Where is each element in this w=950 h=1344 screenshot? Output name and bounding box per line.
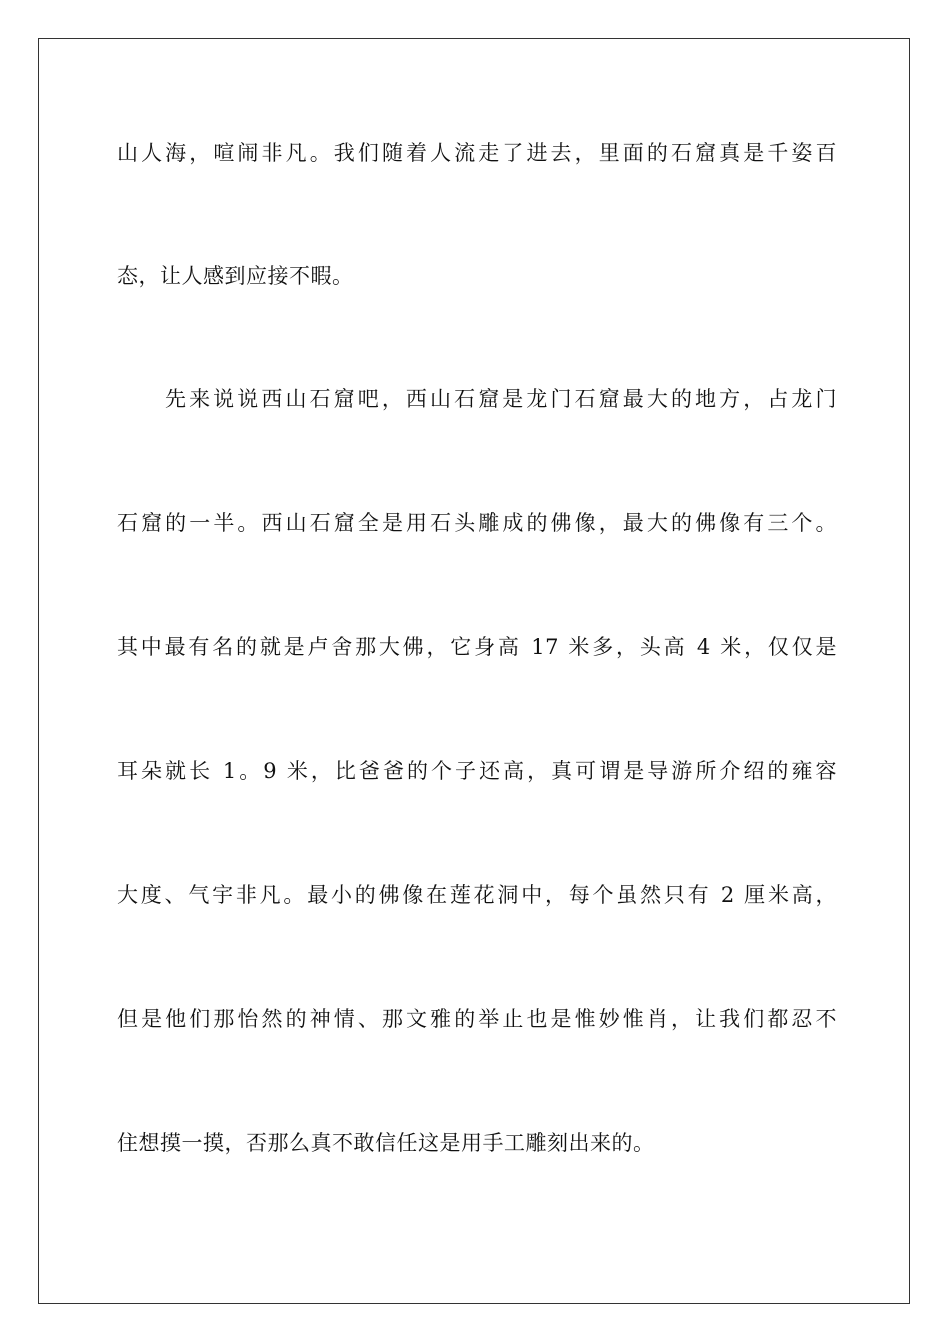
text-line-3: 先来说说西山石窟吧，西山石窟是龙门石窟最大的地方，占龙门 <box>165 387 837 411</box>
text-line-2: 态，让人感到应接不暇。 <box>117 264 354 288</box>
page-border <box>38 38 910 1304</box>
text-line-1: 山人海，喧闹非凡。我们随着人流走了进去，里面的石窟真是千姿百 <box>117 141 837 165</box>
text-line-4: 石窟的一半。西山石窟全是用石头雕成的佛像，最大的佛像有三个。 <box>117 511 837 535</box>
text-line-7: 大度、气宇非凡。最小的佛像在莲花洞中，每个虽然只有 2 厘米高， <box>117 883 837 907</box>
text-line-8: 但是他们那怡然的神情、那文雅的举止也是惟妙惟肖，让我们都忍不 <box>117 1007 837 1031</box>
text-line-9: 住想摸一摸，否那么真不敢信任这是用手工雕刻出来的。 <box>117 1131 655 1155</box>
text-line-6: 耳朵就长 1。9 米，比爸爸的个子还高，真可谓是导游所介绍的雍容 <box>117 759 837 783</box>
text-line-5: 其中最有名的就是卢舍那大佛，它身高 17 米多，头高 4 米，仅仅是 <box>117 635 837 659</box>
